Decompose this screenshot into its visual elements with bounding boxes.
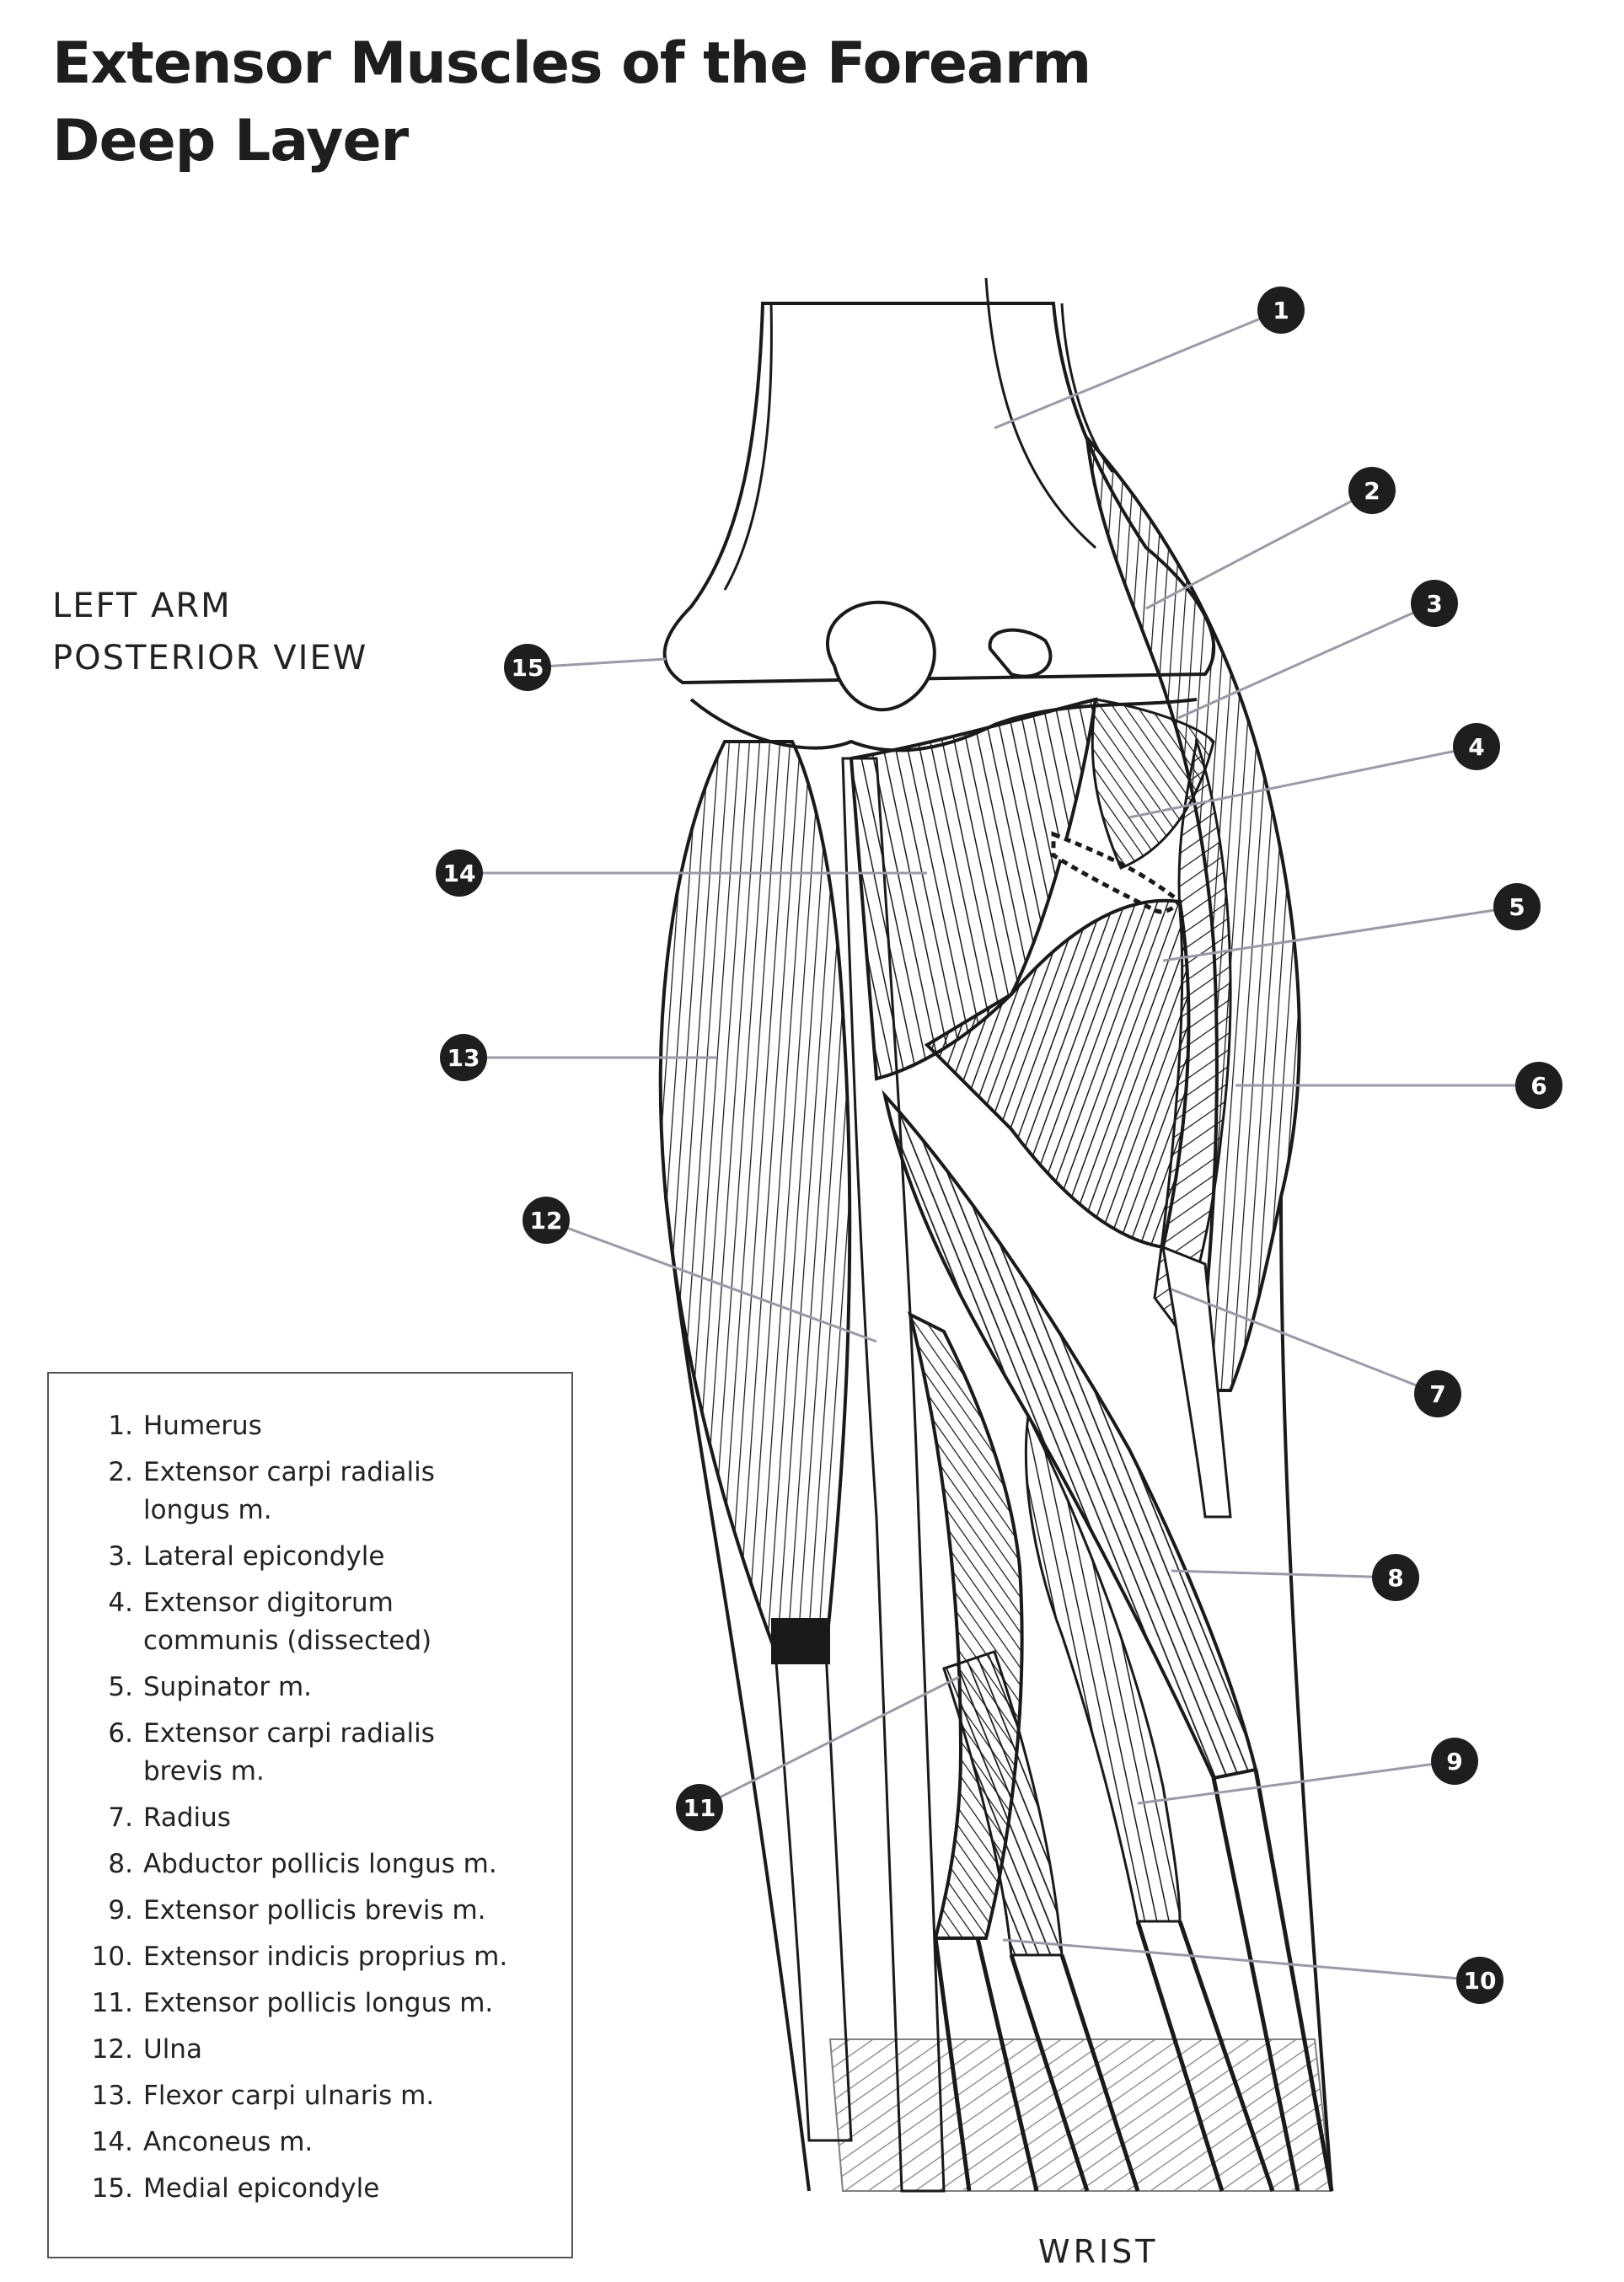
legend-item	[49, 1845, 571, 1883]
legend-item-text: Supinator m.	[143, 1672, 313, 1702]
legend-item	[49, 1584, 571, 1660]
legend-item-number: 14.	[91, 2127, 133, 2157]
callout-badge-3	[1411, 580, 1458, 627]
flexor-carpi-ulnaris-muscle	[661, 742, 850, 1652]
legend-item	[49, 1669, 571, 1706]
callout-badge-4	[1453, 723, 1500, 770]
legend-item-number: 7.	[108, 1803, 133, 1833]
legend-item-text: Ulna	[143, 2034, 202, 2065]
legend-item-text: Humerus	[143, 1411, 262, 1441]
legend-item-text: communis (dissected)	[143, 1626, 432, 1656]
callout-number-1: 1	[1273, 297, 1289, 324]
callout-number-9: 9	[1446, 1748, 1463, 1776]
title-line-2: Deep Layer	[52, 108, 409, 174]
callout-badge-2	[1348, 467, 1396, 514]
view-label-line-2: POSTERIOR VIEW	[52, 639, 368, 678]
callout-badge-15	[504, 644, 551, 691]
callout-badge-8	[1372, 1554, 1419, 1601]
callout-badge-14	[436, 849, 483, 897]
callout-number-15: 15	[511, 654, 544, 682]
legend-item-text: Extensor pollicis brevis m.	[143, 1895, 486, 1926]
legend-item-number: 13.	[91, 2081, 133, 2111]
legend-item	[49, 2077, 571, 2115]
legend-item-text: Extensor indicis proprius m.	[143, 1942, 508, 1972]
legend-item-number: 5.	[108, 1672, 133, 1702]
legend-item-number: 1.	[108, 1411, 133, 1441]
legend-item-text: Lateral epicondyle	[143, 1541, 385, 1572]
legend-item-number: 6.	[108, 1718, 133, 1749]
legend-item	[49, 1538, 571, 1576]
legend-item-text: Extensor digitorum	[143, 1588, 394, 1618]
legend-item-text: Radius	[143, 1803, 231, 1833]
legend-item	[49, 2031, 571, 2069]
callout-badge-6	[1515, 1062, 1562, 1109]
legend-item-text: longus m.	[143, 1495, 272, 1525]
callout-number-4: 4	[1468, 733, 1485, 761]
legend-item-text: Medial epicondyle	[143, 2173, 380, 2204]
callout-number-2: 2	[1364, 477, 1380, 505]
legend-item	[49, 1985, 571, 2022]
extensor-retinaculum	[830, 2039, 1332, 2191]
leader-line-9	[1138, 1761, 1455, 1803]
callout-number-5: 5	[1509, 893, 1525, 921]
callout-badge-5	[1493, 883, 1541, 930]
callout-badge-11	[676, 1784, 723, 1831]
leader-line-10	[1003, 1940, 1480, 1980]
legend-item	[49, 1892, 571, 1930]
callout-badge-10	[1456, 1957, 1503, 2004]
legend-item-text: Extensor carpi radialis	[143, 1457, 435, 1487]
legend-item	[49, 1407, 571, 1445]
flexor-tendon-band	[771, 1618, 830, 1664]
callout-number-6: 6	[1530, 1072, 1547, 1100]
view-label-line-1: LEFT ARM	[52, 587, 232, 625]
legend-item	[49, 1454, 571, 1529]
legend-item-text: Abductor pollicis longus m.	[143, 1849, 497, 1879]
callout-badge-1	[1257, 287, 1305, 334]
legend-item-text: brevis m.	[143, 1756, 265, 1786]
legend-item-number: 3.	[108, 1541, 133, 1572]
callout-badge-9	[1431, 1738, 1478, 1785]
callout-number-13: 13	[447, 1044, 480, 1072]
leader-line-8	[1171, 1571, 1396, 1578]
legend-item-number: 2.	[108, 1457, 133, 1487]
olecranon	[828, 603, 935, 710]
legend-item-number: 12.	[91, 2034, 133, 2065]
callout-number-11: 11	[683, 1794, 716, 1822]
callout-number-12: 12	[529, 1207, 563, 1235]
callout-number-3: 3	[1426, 590, 1443, 618]
legend-item	[49, 1715, 571, 1791]
wrist-label: WRIST	[1038, 2233, 1159, 2270]
legend-item-number: 15.	[91, 2173, 133, 2204]
legend-item-text: Flexor carpi ulnaris m.	[143, 2081, 435, 2111]
legend-item-number: 9.	[108, 1895, 133, 1926]
legend-item-number: 10.	[91, 1942, 133, 1972]
legend-box	[47, 1372, 573, 2258]
callout-number-10: 10	[1463, 1967, 1497, 1995]
callout-badge-7	[1414, 1370, 1461, 1417]
legend-item-text: Extensor carpi radialis	[143, 1718, 435, 1749]
legend-item	[49, 2124, 571, 2161]
legend-item	[49, 1938, 571, 1976]
callout-number-14: 14	[442, 860, 476, 887]
callout-number-7: 7	[1429, 1380, 1446, 1408]
legend-item-number: 11.	[91, 1988, 133, 2018]
legend-item-text: Anconeus m.	[143, 2127, 314, 2157]
title-line-1: Extensor Muscles of the Forearm	[52, 30, 1091, 97]
legend-item-number: 8.	[108, 1849, 133, 1879]
callout-badge-12	[523, 1197, 570, 1244]
callout-badge-13	[440, 1034, 487, 1081]
legend-item-text: Extensor pollicis longus m.	[143, 1988, 494, 2018]
legend-item-number: 4.	[108, 1588, 133, 1618]
legend-item	[49, 2170, 571, 2208]
callout-number-8: 8	[1387, 1564, 1404, 1592]
legend-item	[49, 1799, 571, 1837]
leader-line-2	[1146, 490, 1372, 608]
